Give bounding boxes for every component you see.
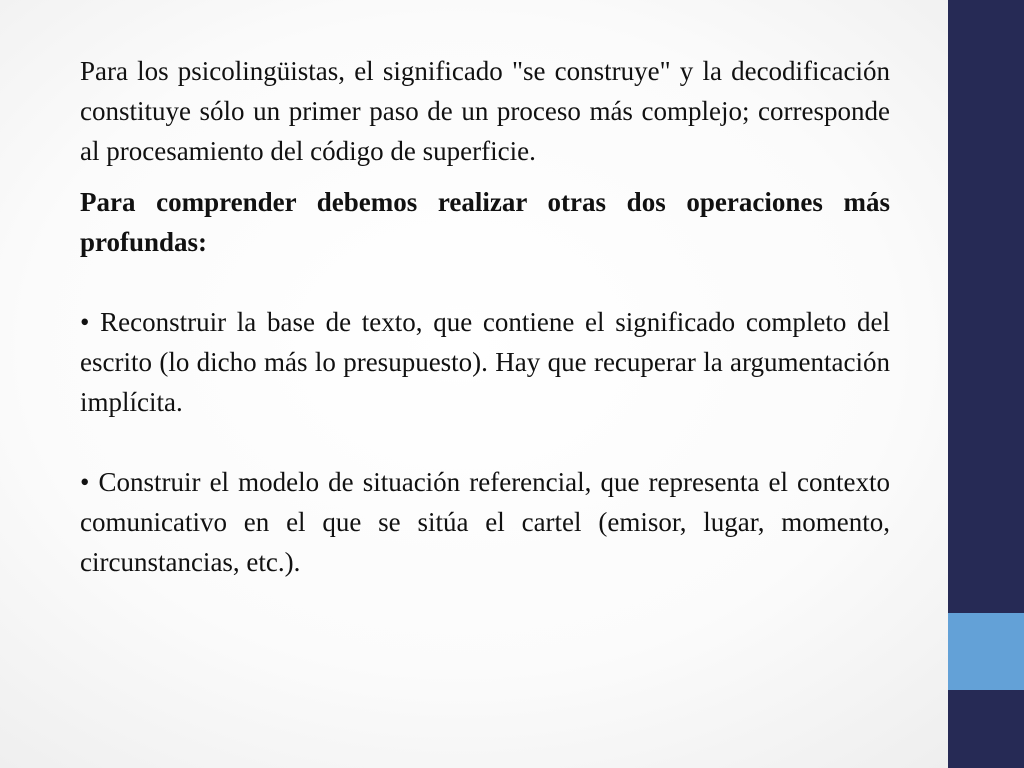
heading-paragraph: Para comprender debemos realizar otras dos operaciones más profundas: (80, 187, 890, 257)
bullet-paragraph-reconstruir: • Reconstruir la base de texto, que contiene el significado completo del escrito (lo dicho más lo presupuesto). Hay que recuperar la argumentación implícita. (80, 307, 890, 417)
intro-paragraph: Para los psicolingüistas, el significado "se construye" y la decodificación constituye sólo un primer paso de un proceso más complejo; corresponde al procesamiento del código de superficie. (80, 56, 890, 166)
decorative-sidebar (948, 0, 1024, 768)
sidebar-accent-block (948, 613, 1024, 690)
bullet-paragraph-construir: • Construir el modelo de situación referencial, que representa el contexto comunicativo en el que se sitúa el cartel (emisor, lugar, momento, circunstancias, etc.). (80, 467, 890, 577)
slide-content (80, 51, 890, 582)
